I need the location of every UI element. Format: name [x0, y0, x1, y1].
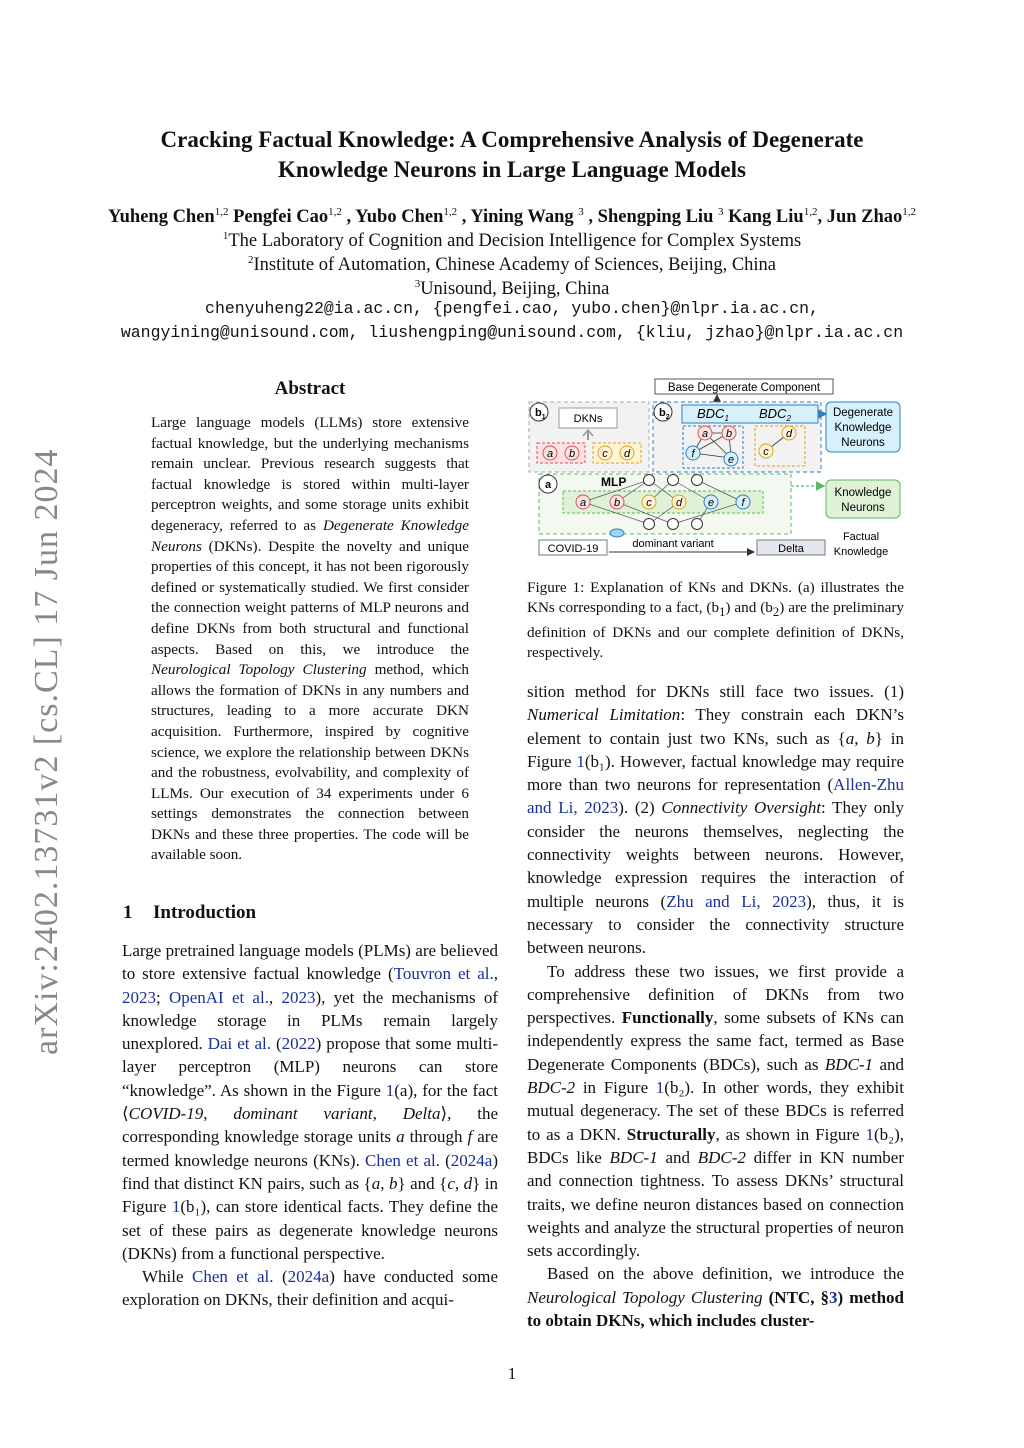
- neuron-d-b1: d: [623, 448, 631, 460]
- relation-label: dominant variant: [632, 538, 714, 550]
- neuron-e: e: [707, 497, 715, 509]
- neuron-c-b1: c: [602, 448, 608, 460]
- neuron-f: f: [741, 497, 745, 509]
- citation-link[interactable]: Chen et al.: [364, 1150, 440, 1170]
- citation-link[interactable]: Chen et al.: [191, 1267, 274, 1287]
- neuron-b: b: [613, 497, 621, 509]
- intro-paragraph-2: While Chen et al. (2024a) have conducted some exploration on DKNs, their definition and acqui-: [122, 1267, 498, 1310]
- citation-link[interactable]: Touvron et al.: [393, 964, 494, 984]
- dkns-label: DKNs: [573, 413, 603, 425]
- email-line-2: wangyining@unisound.com, liushengping@unisound.com, {kliu, jzhao}@nlpr.ia.ac.cn: [120, 323, 904, 342]
- intro-paragraph-3: To address these two issues, we first provide a comprehensive definition of DKNs from two perspectives. Functionally, some subsets of KNs can independently express the same fact, termed as Base Degenerate Components (BDCs), such as BDC-1 and BDC-2 in Figure 1(b₂). In other words, they exhibit mutual degeneracy. The set of these BDCs is referred to as a DKN. Structurally, as shown in Figure 1(b₂), BDCs like BDC-1 and BDC-2 differ in KN number and connection tightness. To assess DKNs’ structural traits, we define neuron distances based on connection weights and analyze the structural properties of neuron sets accordingly.: [527, 961, 905, 1261]
- arxiv-side-stamp: arXiv:2402.13731v2 [cs.CL] 17 Jun 2024: [28, 448, 65, 1055]
- figure-ref-link[interactable]: 1: [865, 1124, 874, 1144]
- neuron-d-b2: d: [785, 428, 793, 440]
- bdc2-label: $BDC_2$: [759, 406, 791, 423]
- neuron-b-b1: b: [568, 448, 576, 460]
- author: Pengfei Cao$^{1,2}$ ,: [233, 206, 356, 228]
- intro-paragraph-continued: sition method for DKNs still face two issues. (1) Numerical Limitation: They constrain each DKN’s element to contain just two KNs, such as {a, b} in Figure 1(b₁). However, factual knowledge may require more than two neurons for representation (Allen-Zhu and Li, 2023). (2) Connectivity Oversight: They only consider the neurons themselves, neglecting the connectivity weights between neurons. However, knowledge expression requires the interaction of multiple neurons (Zhu and Li, 2023), thus, it is necessary to consider the connectivity structure between neurons.: [527, 682, 905, 958]
- figure-ref-link[interactable]: 1: [655, 1078, 665, 1098]
- mlp-label: MLP: [601, 475, 627, 489]
- email-line-1: chenyuheng22@ia.ac.cn, {pengfei.cao, yubo.chen}@nlpr.ia.ac.cn,: [205, 299, 819, 318]
- dkn-box-line-2: Knowledge: [834, 422, 892, 434]
- paper-title: [0, 125, 1024, 185]
- factual-label-1: Factual: [842, 531, 880, 543]
- kn-box-line-2: Neurons: [841, 502, 885, 514]
- citation-link[interactable]: Zhu and Li, 2023: [666, 891, 807, 911]
- kn-box-line-1: Knowledge: [834, 487, 892, 499]
- input-subject: COVID-19: [547, 543, 599, 555]
- neuron-f-b2: f: [691, 448, 695, 460]
- affiliation-1: $^1$The Laboratory of Cognition and Decision Intelligence for Complex Systems: [222, 230, 802, 252]
- figure-1: [527, 376, 907, 566]
- citation-link[interactable]: 2023: [281, 987, 316, 1007]
- citation-link[interactable]: 2023: [122, 987, 156, 1007]
- figure-ref-link[interactable]: 1: [385, 1080, 395, 1100]
- intro-paragraph-1: Large pretrained language models (PLMs) are believed to store extensive factual knowledge (Touvron et al., 2023; OpenAI et al., 2023), yet the mechanisms of knowledge storage in PLMs remain largely unexplored. Dai et al. (2022) propose that some multi-layer perceptron (MLP) neurons can store “knowledge”. As shown in the Figure 1(a), for the fact ⟨COVID-19, dominant variant, Delta⟩, the corresponding knowledge storage units a through f are termed knowledge neurons (KNs). Chen et al. (2024a) find that distinct KN pairs, such as {a, b} and {c, d} in Figure 1(b₁), can store identical facts. They define the set of these pairs as degenerate knowledge neurons (DKNs) from a functional perspective.: [122, 941, 499, 1263]
- citation-link[interactable]: 2024a: [287, 1267, 330, 1287]
- citation-link[interactable]: Dai et al.: [207, 1034, 272, 1054]
- author: Yuheng Chen$^{1,2}$: [107, 206, 229, 228]
- affiliation-3: $^3$Unisound, Beijing, China: [414, 278, 610, 300]
- citation-link[interactable]: Allen-Zhu and Li, 2023: [527, 775, 904, 818]
- page-number: 1: [507, 1364, 517, 1383]
- section-heading-introduction: 1 Introduction: [123, 902, 257, 923]
- intro-right-column: [527, 680, 904, 1332]
- author: Kang Liu$^{1,2}$,: [728, 206, 827, 228]
- neuron-a-b2: a: [701, 428, 709, 440]
- author: Yubo Chen$^{1,2}$ ,: [355, 206, 471, 228]
- author: Jun Zhao$^{1,2}$: [826, 206, 917, 228]
- figure-ref-link[interactable]: 1: [576, 751, 585, 771]
- neuron-b-b2: b: [725, 428, 733, 440]
- author: Shengping Liu $^3$: [597, 206, 724, 228]
- citation-link[interactable]: 2024a: [450, 1150, 493, 1170]
- author: Yining Wang $^3$ ,: [470, 206, 598, 228]
- neuron-c: c: [646, 497, 652, 509]
- base-component-label: Base Degenerate Component: [667, 382, 821, 394]
- dkn-box-line-3: Neurons: [841, 437, 885, 449]
- neuron-c-b2: c: [763, 446, 769, 458]
- neuron-e-b2: e: [727, 454, 735, 466]
- neuron-d: d: [675, 497, 683, 509]
- intro-paragraph-4: Based on the above definition, we introduce the Neurological Topology Clustering (NTC, §3) method to obtain DKNs, which includes cluster-: [527, 1264, 904, 1331]
- neuron-a-b1: a: [546, 448, 554, 460]
- citation-link[interactable]: 2022: [281, 1034, 316, 1054]
- title-line-1: Cracking Factual Knowledge: A Comprehensive Analysis of Degenerate: [160, 127, 864, 152]
- figure-1-caption: Figure 1: Explanation of KNs and DKNs. (a) illustrates the KNs corresponding to a fact, $(b_1)$ and $(b_2)$ are the preliminary definition of DKNs and our complete definition of DKNs, respectively.: [527, 579, 904, 662]
- panel-b1-label: $b_1$: [535, 407, 546, 421]
- panel-b2-label: $b_2$: [659, 407, 670, 421]
- citation-link[interactable]: OpenAI et al.: [168, 987, 269, 1007]
- bdc1-label: $BDC_1$: [697, 406, 729, 423]
- factual-label-2: Knowledge: [833, 546, 889, 558]
- output-object: Delta: [778, 543, 804, 555]
- panel-a-label: a: [544, 479, 552, 491]
- neuron-a: a: [579, 497, 587, 509]
- intro-left-column: [122, 939, 498, 1312]
- dkn-box-line-1: Degenerate: [832, 407, 894, 419]
- figure-ref-link[interactable]: 1: [171, 1197, 181, 1217]
- abstract-heading: Abstract: [274, 378, 346, 399]
- affiliation-2: $^2$Institute of Automation, Chinese Academy of Sciences, Beijing, China: [247, 254, 777, 276]
- section-ref-link[interactable]: 3: [829, 1287, 838, 1307]
- title-line-2: Knowledge Neurons in Large Language Models: [278, 157, 746, 182]
- abstract-body: Large language models (LLMs) store extensive factual knowledge, but the underlying mechanisms remain unclear. Previous research suggests that factual knowledge is stored within multi-layer perceptron weights, and some storage units exhibit degeneracy, referred to as Degenerate Knowledge Neurons (DKNs). Despite the novelty and unique properties of this concept, it has not been rigorously defined or systematically studied. We first consider the connection weight patterns of MLP neurons and define DKNs from both structural and functional aspects. Based on this, we introduce the Neurological Topology Clustering method, which allows the formation of DKNs in any numbers and structures, leading to a more accurate DKN acquisition. Furthermore, inspired by cognitive science, we explore the relationship between DKNs and the robustness, evolvability, and complexity of LLMs. Our execution of 34 experiments under 6 settings demonstrates the connection between DKNs and these three properties. The code will be available soon.: [151, 414, 470, 864]
